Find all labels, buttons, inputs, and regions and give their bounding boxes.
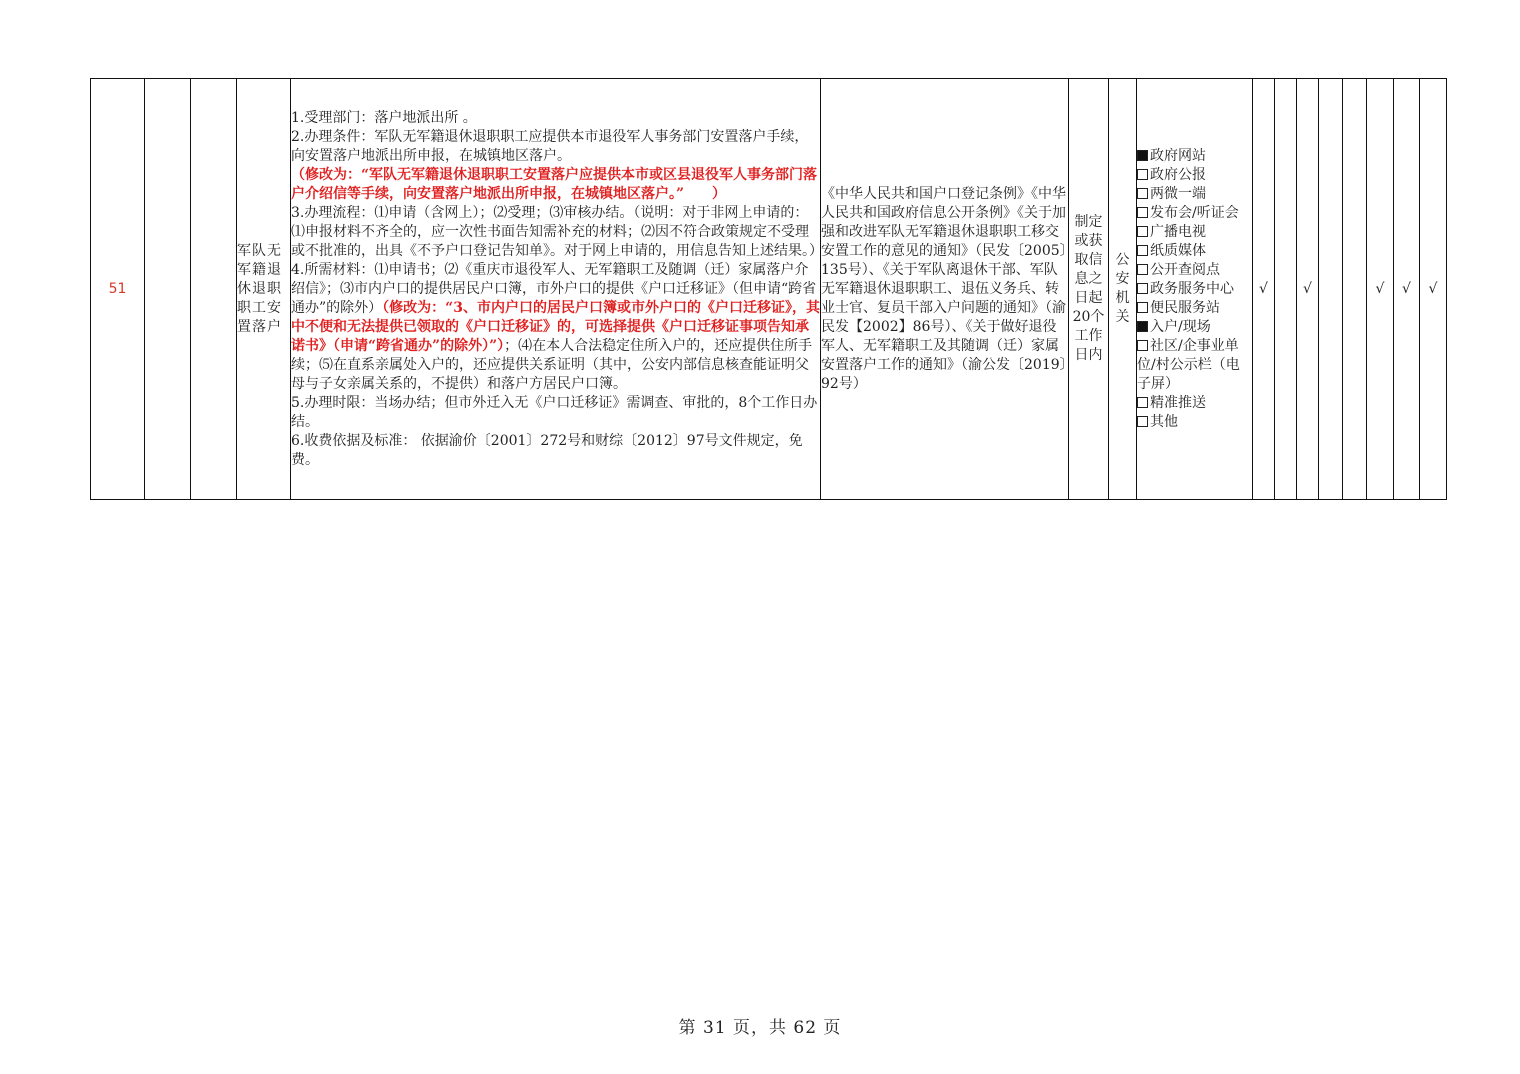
channel-label: 政务服务中心 [1150,280,1234,297]
page-footer: 第 31 页，共 62 页 [678,1018,842,1038]
check-cell: √ [1394,79,1420,500]
unchecked-box-icon [1137,416,1148,427]
channel-label: 社区/企事业单位/村公示栏（电子屏） [1137,337,1240,392]
disclosure-subject: 公安机关 [1109,79,1137,500]
content-paragraph [291,128,820,166]
channel-label: 入户/现场 [1150,318,1211,335]
content-paragraph [291,166,820,204]
revision-text: （修改为：“军队无军籍退休退职职工安置落户应提供本市或区县退役军人事务部门落户介绍信等手续，向安置落户地派出所申报，在城镇地区落户。” ） [291,166,818,202]
content-paragraph [291,204,823,261]
channel-item [1137,394,1252,413]
channel-label: 公开查阅点 [1150,261,1220,278]
channel-label: 精准推送 [1150,394,1206,411]
channel-item [1137,318,1252,337]
content-paragraph [291,109,820,128]
empty-cell [191,79,237,500]
unchecked-box-icon [1137,226,1148,237]
content-text: ；⑷在本人合法稳定住所入户的，还应提供住所手续；⑸在直系亲属处入户的，还应提供关系证明（其中，公安内部信息核查能证明父母与子女亲属关系的，不提供）和落户方居民户口簿。 [291,337,813,392]
content-paragraph [291,394,820,432]
channel-label: 纸质媒体 [1150,242,1206,259]
unchecked-box-icon [1137,397,1148,408]
time-limit: 制定或获取信息之日起20个工作日内 [1069,79,1109,500]
content-cell [291,79,821,500]
revision-text: （修改为：“3、市内户口的居民户口簿或市外户口的《户口迁移证》，其中不便和无法提供已领取的《户口迁移证》的，可选择提供《户口迁移证事项告知承诺书》（申请“跨省通办”的除外）”） [291,299,820,354]
content-text: 5.办理时限：当场办结；但市外迁入无《户口迁移证》需调查、审批的，8个工作日办结。 [291,394,818,430]
channel-label: 其他 [1150,413,1178,430]
channel-item [1137,261,1252,280]
content-text: 4.所需材料：⑴申请书；⑵《重庆市退役军人、无军籍职工及随调（迁）家属落户介绍信》；⑶市内户口的提供居民户口簿，市外户口的提供《户口迁移证》（但申请“跨省通办”的除外） [291,261,817,316]
content-text: 2.办理条件：军队无军籍退休退职职工应提供本市退役军人事务部门安置落户手续，向安置落户地派出所申报，在城镇地区落户。 [291,128,809,164]
check-cell: √ [1297,79,1319,500]
empty-cell [145,79,191,500]
content-text: 6.收费依据及标准： 依据渝价〔2001〕272号和财综〔2012〕97号文件规定，免费。 [291,432,803,468]
checked-box-icon [1137,321,1148,332]
unchecked-box-icon [1137,245,1148,256]
unchecked-box-icon [1137,283,1148,294]
channel-label: 两微一端 [1150,185,1206,202]
channel-item [1137,280,1252,299]
channel-list [1137,79,1253,500]
channel-item [1137,413,1252,432]
channel-label: 便民服务站 [1150,299,1220,316]
channel-item [1137,166,1252,185]
checked-box-icon [1137,150,1148,161]
unchecked-box-icon [1137,340,1148,351]
catalog-table [90,78,1447,500]
channel-label: 发布会/听证会 [1150,204,1239,221]
table-row [91,79,1447,500]
check-cell: √ [1420,79,1447,500]
channel-item [1137,147,1252,166]
channel-item [1137,185,1252,204]
channel-label: 政府公报 [1150,166,1206,183]
content-text: 1.受理部门：落户地派出所 。 [291,109,477,126]
unchecked-box-icon [1137,264,1148,275]
channel-label: 政府网站 [1150,147,1206,164]
unchecked-box-icon [1137,302,1148,313]
content-paragraph [291,261,820,394]
unchecked-box-icon [1137,207,1148,218]
unchecked-box-icon [1137,188,1148,199]
channel-item [1137,242,1252,261]
item-name: 军队无军籍退休退职职工安置落户 [237,79,291,500]
check-cell [1275,79,1297,500]
row-number: 51 [91,79,145,500]
check-cell: √ [1367,79,1394,500]
channel-item [1137,223,1252,242]
channel-item [1137,337,1252,394]
unchecked-box-icon [1137,169,1148,180]
channel-item [1137,204,1252,223]
check-cell: √ [1253,79,1275,500]
content-paragraph [291,432,820,470]
channel-item [1137,299,1252,318]
check-cell [1319,79,1343,500]
legal-basis: 《中华人民共和国户口登记条例》《中华人民共和国政府信息公开条例》《关于加强和改进军队无军籍退休退职职工移交安置工作的意见的通知》（民发〔2005〕135号）、《关于军队离退休干部、军队无军籍退休退职职工、退伍义务兵、转业士官、复员干部入户问题的通知》（渝民发【2002】86号）、《关于做好退役军人、无军籍职工及其随调（迁）家属安置落户工作的通知》（渝公发〔2019〕92号） [821,79,1069,500]
channel-label: 广播电视 [1150,223,1206,240]
content-text: 3.办理流程：⑴申请（含网上）；⑵受理；⑶审核办结。（说明：对于非网上申请的：⑴申报材料不齐全的，应一次性书面告知需补充的材料；⑵因不符合政策规定不受理或不批准的，出具《不予户口登记告知单》。对于网上申请的，用信息告知上述结果。） [291,204,823,259]
check-cell [1343,79,1367,500]
